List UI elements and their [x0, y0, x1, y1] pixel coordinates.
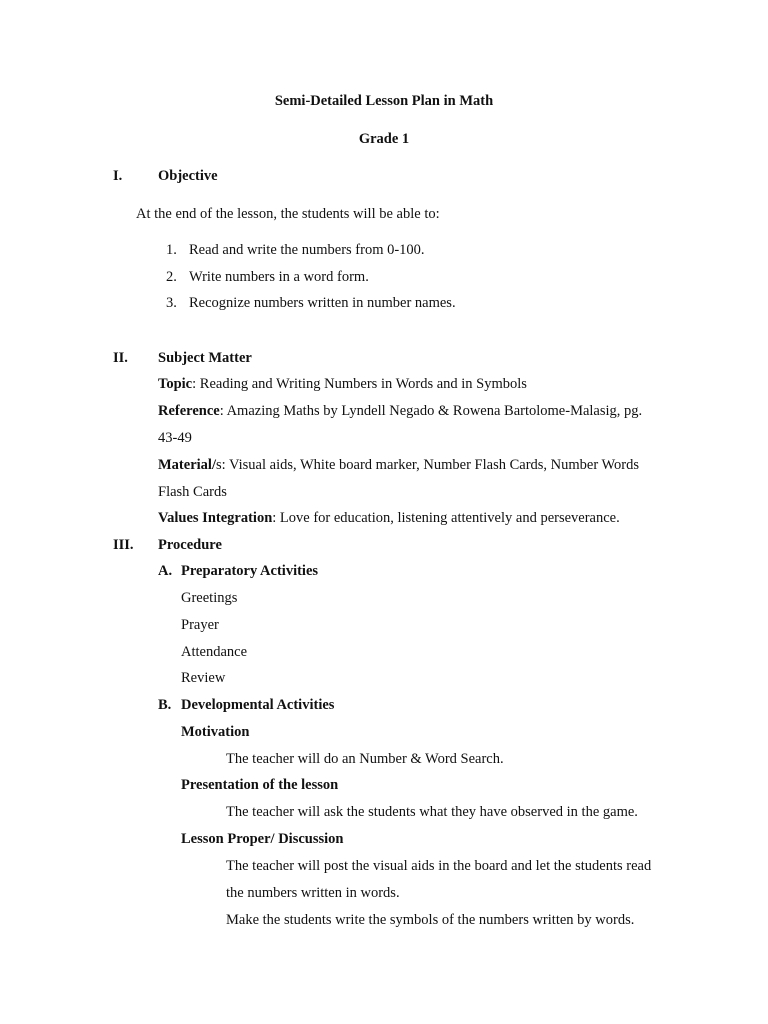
section-numeral-procedure: III.	[113, 537, 134, 553]
objective-item-number: 2.	[166, 269, 177, 285]
values-value: : Love for education, listening attentively and perseverance.	[272, 510, 620, 526]
values-label: Values Integration	[158, 510, 273, 526]
lesson-proper-text-continued: the numbers written in words.	[226, 885, 400, 901]
lesson-proper-text-extra: Make the students write the symbols of the numbers written by words.	[226, 912, 635, 928]
grade-label: Grade 1	[358, 131, 410, 147]
section-heading-objective: Objective	[158, 168, 218, 184]
document-title: Semi-Detailed Lesson Plan in Math	[274, 93, 494, 109]
materials-line	[158, 457, 639, 474]
section-heading-subject-matter: Subject Matter	[158, 350, 252, 366]
presentation-heading: Presentation of the lesson	[181, 777, 339, 793]
values-line	[158, 510, 620, 527]
objective-item-text: Recognize numbers written in number names.	[189, 295, 456, 311]
materials-value: s: Visual aids, White board marker, Number Flash Cards, Number Words	[215, 457, 640, 473]
subsection-heading-preparatory: Preparatory Activities	[181, 563, 319, 579]
objective-item-number: 1.	[166, 242, 177, 258]
reference-value: : Amazing Maths by Lyndell Negado & Rowena Bartolome-Malasig, pg.	[219, 403, 643, 419]
preparatory-item: Review	[181, 670, 226, 686]
subsection-letter-b: B.	[158, 697, 172, 713]
motivation-heading: Motivation	[181, 724, 250, 740]
preparatory-item: Prayer	[181, 617, 219, 633]
objective-item-text: Read and write the numbers from 0-100.	[189, 242, 425, 258]
preparatory-item: Greetings	[181, 590, 238, 606]
subsection-heading-developmental: Developmental Activities	[181, 697, 335, 713]
topic-value: : Reading and Writing Numbers in Words and in Symbols	[192, 376, 527, 392]
topic-line	[158, 376, 527, 393]
preparatory-item: Attendance	[181, 644, 248, 660]
reference-label: Reference	[158, 403, 220, 419]
section-numeral-subject-matter: II.	[113, 350, 128, 366]
lesson-proper-heading: Lesson Proper/ Discussion	[181, 831, 344, 847]
reference-line	[158, 403, 642, 420]
objective-item-text: Write numbers in a word form.	[189, 269, 369, 285]
materials-label: Material/	[158, 457, 216, 473]
section-numeral-objective: I.	[113, 168, 123, 184]
materials-continued: Flash Cards	[158, 484, 227, 500]
objective-intro: At the end of the lesson, the students will be able to:	[136, 206, 440, 222]
objective-item-number: 3.	[166, 295, 177, 311]
lesson-proper-text: The teacher will post the visual aids in the board and let the students read	[226, 858, 652, 874]
reference-pages: 43-49	[158, 430, 192, 446]
topic-label: Topic	[158, 376, 193, 392]
section-heading-procedure: Procedure	[158, 537, 222, 553]
motivation-text: The teacher will do an Number & Word Search.	[226, 751, 504, 767]
presentation-text: The teacher will ask the students what they have observed in the game.	[226, 804, 638, 820]
subsection-letter-a: A.	[158, 563, 173, 579]
